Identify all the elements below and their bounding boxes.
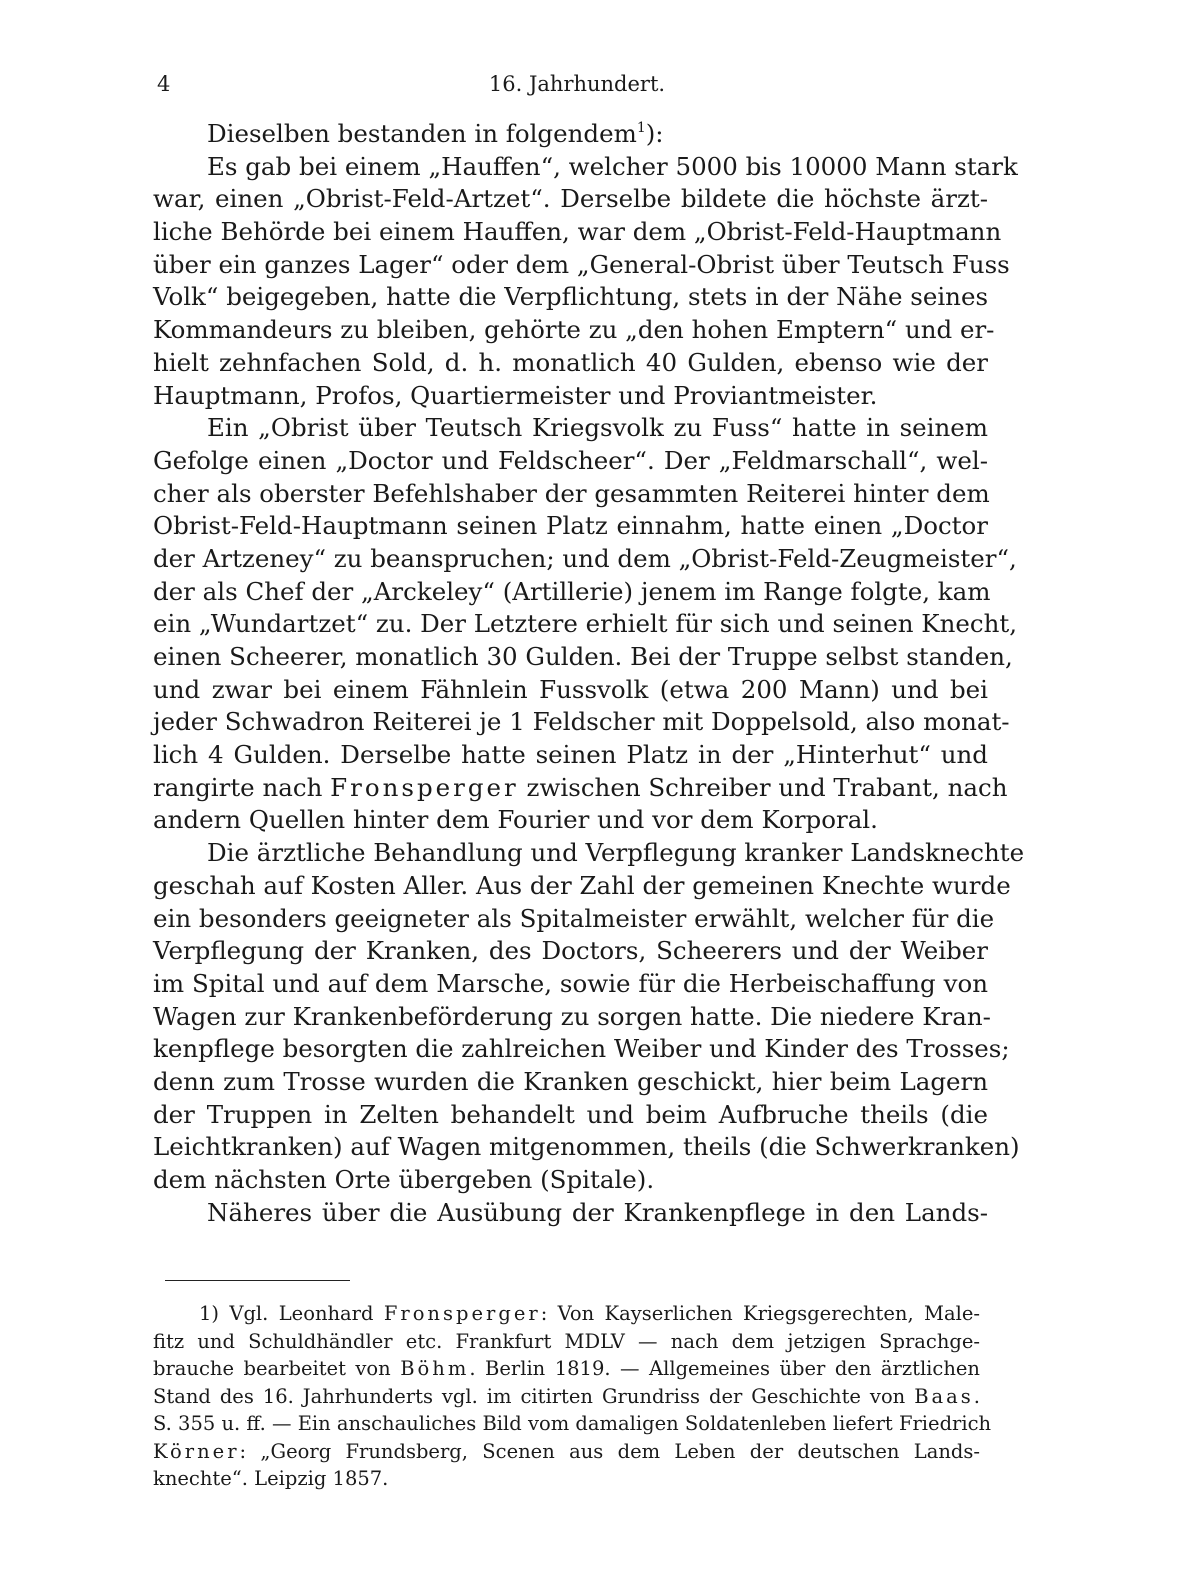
text-line: Leichtkranken) auf Wagen mitgenommen, theils (die Schwerkranken) xyxy=(153,1132,1020,1162)
text-line: der Artzeney“ zu beanspruchen; und dem „Obrist-Feld-Zeugmeister“, xyxy=(153,543,1017,573)
text-line: Die ärztliche Behandlung und Verpflegung kranker Landsknechte xyxy=(207,838,1025,868)
text-line: und zwar bei einem Fähnlein Fussvolk (etwa 200 Mann) und bei xyxy=(153,674,988,704)
text-line: Gefolge einen „Doctor und Feldscheer“. Der „Feldmarschall“, wel- xyxy=(153,445,988,475)
footnote-line: knechte“. Leipzig 1857. xyxy=(153,1467,389,1490)
spaced-name: Fronsperger xyxy=(383,1302,541,1325)
spaced-name: Baas xyxy=(914,1384,974,1408)
text-line: denn zum Trosse wurden die Kranken geschickt, hier beim Lagern xyxy=(153,1066,988,1096)
text-line: Volk“ beigegeben, hatte die Verpflichtung, stets in der Nähe seines xyxy=(153,282,989,312)
text-line: Hauptmann, Profos, Quartiermeister und Proviantmeister. xyxy=(153,380,878,410)
footnote-rule xyxy=(165,1280,350,1281)
text-line: rangirte nach Fronsperger zwischen Schreiber und Trabant, nach xyxy=(153,772,1008,802)
text-line: geschah auf Kosten Aller. Aus der Zahl der gemeinen Knechte wurde xyxy=(153,870,1011,900)
footnote-line: fitz und Schuldhändler etc. Frankfurt MDLV — nach dem jetzigen Sprachge- xyxy=(153,1329,980,1353)
footnote-marker: 1 xyxy=(636,120,646,136)
spaced-name: Böhm xyxy=(400,1357,470,1380)
footnotes xyxy=(153,1300,992,1493)
text-line: hielt zehnfachen Sold, d. h. monatlich 40 Gulden, ebenso wie der xyxy=(153,347,988,377)
text-line: dem nächsten Orte übergeben (Spitale). xyxy=(153,1165,655,1194)
footnote-line: S. 355 u. ff. — Ein anschauliches Bild vom damaligen Soldatenleben liefert Friedrich xyxy=(153,1412,992,1435)
text-line: war, einen „Obrist-Feld-Artzet“. Derselbe bildete die höchste ärzt- xyxy=(153,184,988,214)
text-line: Kommandeurs zu bleiben, gehörte zu „den hohen Emptern“ und er- xyxy=(153,315,995,345)
text-line: liche Behörde bei einem Hauffen, war dem „Obrist-Feld-Hauptmann xyxy=(153,217,1002,247)
text-line: kenpflege besorgten die zahlreichen Weiber und Kinder des Trosses; xyxy=(153,1034,1010,1064)
text-line: über ein ganzes Lager“ oder dem „General-Obrist über Teutsch Fuss xyxy=(153,249,1010,279)
running-head: 16. Jahrhundert. xyxy=(488,72,666,96)
footnote-line: Stand des 16. Jahrhunderts vgl. im citirten Grundriss der Geschichte von Baas. xyxy=(153,1384,980,1408)
body-text xyxy=(153,118,1025,1229)
spaced-name: Körner xyxy=(153,1439,240,1463)
text-line: der Truppen in Zelten behandelt und beim Aufbruche theils (die xyxy=(153,1099,988,1129)
text-line: der als Chef der „Arckeley“ (Artillerie) jenem im Range folgte, kam xyxy=(153,576,991,606)
footnote-line: Körner: „Georg Frundsberg, Scenen aus dem Leben der deutschen Lands- xyxy=(153,1439,980,1463)
text-line: ein besonders geeigneter als Spitalmeister erwählt, welcher für die xyxy=(153,903,995,933)
text-line: Ein „Obrist über Teutsch Kriegsvolk zu Fuss“ hatte in seinem xyxy=(207,413,988,443)
text-line: Wagen zur Krankenbeförderung zu sorgen hatte. Die niedere Kran- xyxy=(153,1001,991,1031)
page-number: 4 xyxy=(157,72,171,96)
text-line: im Spital und auf dem Marsche, sowie für die Herbeischaffung von xyxy=(153,968,988,998)
text-line: Obrist-Feld-Hauptmann seinen Platz einnahm, hatte einen „Doctor xyxy=(153,511,988,541)
text-line: cher als oberster Befehlshaber der gesammten Reiterei hinter dem xyxy=(153,478,990,508)
page-header xyxy=(153,72,1001,102)
text-line: einen Scheerer, monatlich 30 Gulden. Bei der Truppe selbst standen, xyxy=(153,642,1013,671)
text-line: Verpflegung der Kranken, des Doctors, Scheerers und der Weiber xyxy=(153,936,988,966)
text-line: jeder Schwadron Reiterei je 1 Feldscher mit Doppelsold, also monat- xyxy=(153,707,1010,737)
footnote-line: brauche bearbeitet von Böhm. Berlin 1819. — Allgemeines über den ärztlichen xyxy=(153,1357,980,1380)
text-line: Es gab bei einem „Hauffen“, welcher 5000 bis 10000 Mann stark xyxy=(207,151,1018,181)
text-line: Näheres über die Ausübung der Krankenpflege in den Lands- xyxy=(207,1197,988,1227)
text-line: ein „Wundartzet“ zu. Der Letztere erhielt für sich und seinen Knecht, xyxy=(153,609,1017,639)
text-line: Dieselben bestanden in folgendem$^1$): xyxy=(207,119,664,148)
spaced-name: Fronsperger xyxy=(330,772,519,802)
text-line: lich 4 Gulden. Derselbe hatte seinen Platz in der „Hinterhut“ und xyxy=(153,740,988,770)
footnote-line: 1) Vgl. Leonhard Fronsperger: Von Kayserlichen Kriegsgerechten, Male- xyxy=(199,1302,980,1325)
text-line: andern Quellen hinter dem Fourier und vor dem Korporal. xyxy=(153,805,878,835)
